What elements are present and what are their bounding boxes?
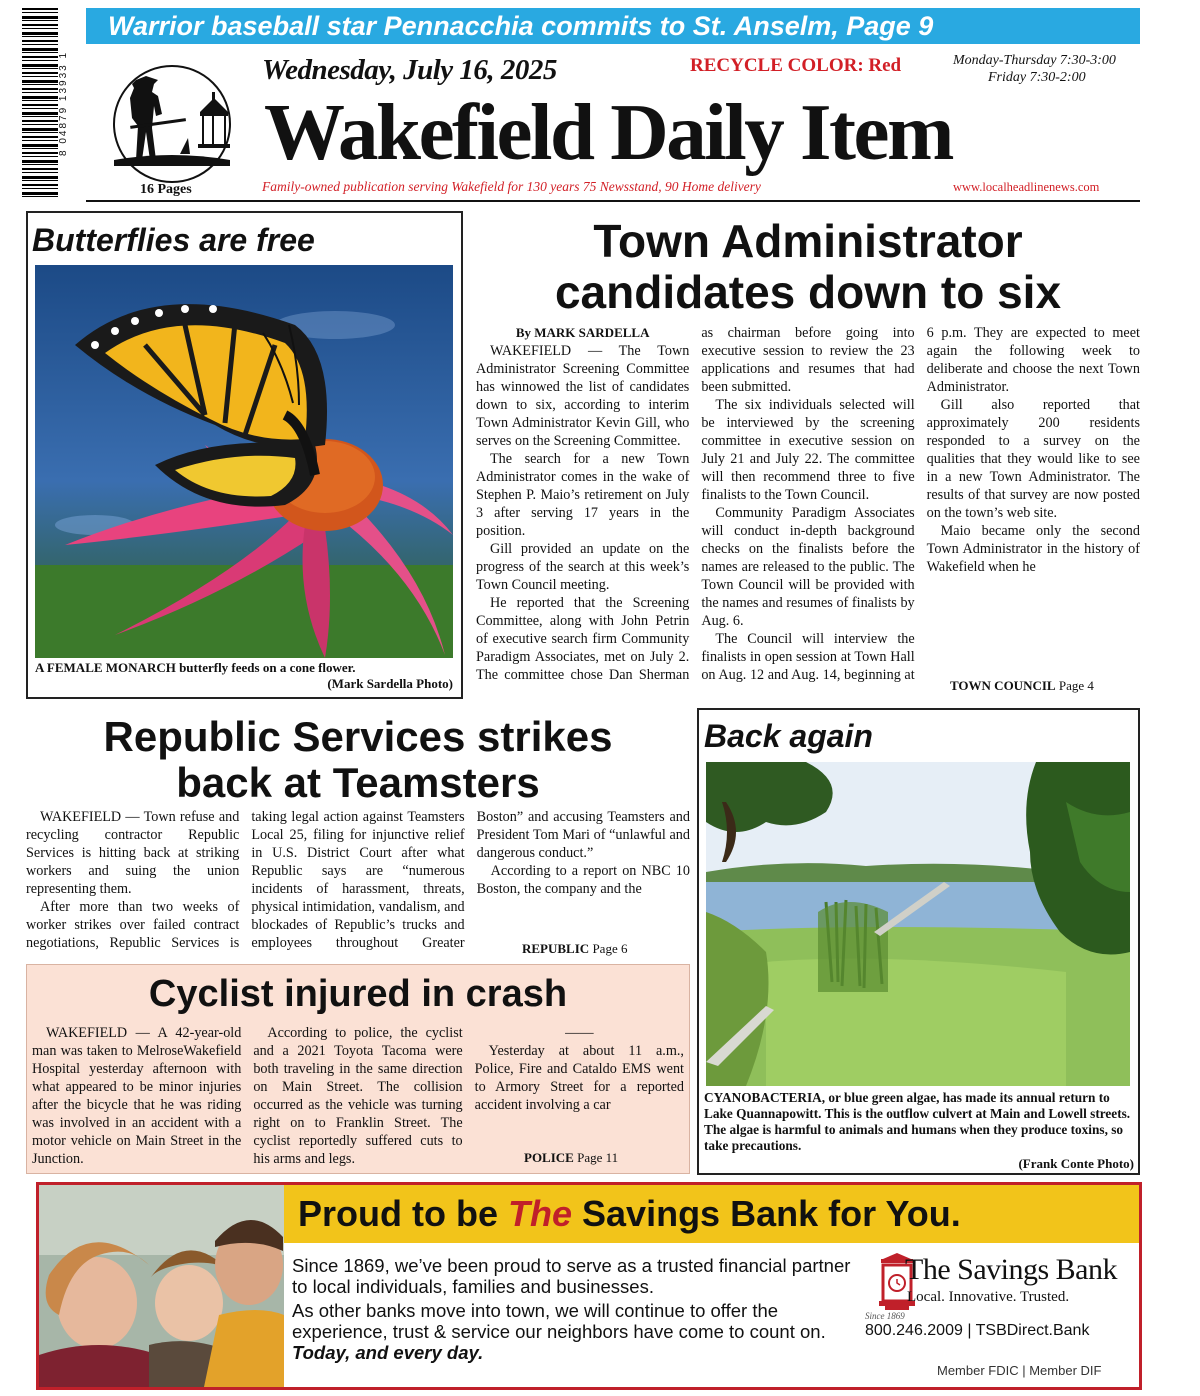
butterfly-photo[interactable] <box>35 265 453 658</box>
article-paragraph: After more than two weeks of worker strikes over failed contract negotiations, Republic Services is taking legal action against Teamsters Local 25, filing for injunctive relief in U.S. District Court after what Republic says are “numerous incidents of harassment, threats, physical intimidation, vandalism, and blockades of Republic’s trucks and employees throughout Greater Boston” and accusing Teamsters and President Tom Mari of “unlawful and dangerous conduct.” <box>26 809 690 951</box>
article-paragraph: Maio became only the second Town Administrator in the history of Wakefield when he <box>926 523 1140 575</box>
article-paragraph: The six individuals selected will be interviewed by the screening committee in executive session on July 21 and July 22. The committee will then recommend three to five finalists to the Town Council. <box>701 397 915 503</box>
jump-page: Page 6 <box>592 941 628 956</box>
bank-membership: Member FDIC | Member DIF <box>937 1363 1102 1378</box>
recycle-color: RECYCLE COLOR: Red <box>690 55 902 76</box>
back-again-caption: CYANOBACTERIA, or blue green algae, has made its annual return to Lake Quannapowitt. This is the outflow culvert at Main and Lowell streets. The algae is harmful to animals and humans when they produce toxins, so take precautions. <box>704 1090 1131 1153</box>
republic-body <box>26 808 690 952</box>
family-photo <box>39 1185 284 1387</box>
jump-page: Page 4 <box>1058 678 1094 693</box>
article-paragraph: According to a report on NBC 10 Boston, the company and the <box>476 863 690 897</box>
article-paragraph: The Council will interview the finalists in open session at Town Hall on Aug. 12 and Aug. 14, beginning at 6 p.m. They are expected to meet again the following week to deliberate and choose the next Town Administrator. <box>701 325 1140 683</box>
article-paragraph: The search for a new Town Administrator comes in the wake of Stephen P. Maio’s retirement on July 3 after serving 17 years in the position. <box>476 451 690 539</box>
town-admin-headline-line1: Town Administrator <box>593 215 1023 267</box>
bank-name: The Savings Bank <box>905 1253 1117 1286</box>
masthead-rule <box>86 200 1140 202</box>
article-paragraph: WAKEFIELD — A 42-year-old man was taken to MelroseWakefield Hospital yesterday afternoon with what appeared to be minor injuries after the bicycle that he was riding was involved in an accident with a motor vehicle on Main Street in the Junction. <box>32 1025 242 1167</box>
savings-bank-ad[interactable] <box>36 1182 1142 1390</box>
butterfly-heading: Butterflies are free <box>32 222 315 258</box>
masthead-logo <box>100 60 244 184</box>
republic-headline-line2: back at Teamsters <box>176 759 540 807</box>
article-paragraph: Gill provided an update on the progress of the search at this week’s Town Council meeting. <box>476 541 690 593</box>
office-hours-friday: Friday 7:30-2:00 <box>988 70 1086 85</box>
article-paragraph: Gill also reported that approximately 200 residents responded to a survey on the qualities that they would like to see in a new Town Administrator. The results of that survey are now posted on the town’s web site. <box>926 397 1140 521</box>
barcode-digits: 8 04879 13933 1 <box>58 50 69 156</box>
town-admin-headline[interactable] <box>476 216 1140 317</box>
republic-headline-line1: Republic Services strikes <box>103 713 613 760</box>
ad-header-pre: Proud to be <box>298 1193 508 1234</box>
article-paragraph: According to police, the cyclist and a 2021 Toyota Tacoma were both traveling in the same direction on Main Street. The collision occurred as the vehicle was turning right on to Franklin Street. The cyclist reportedly suffered cuts to his arms and legs. <box>253 1025 463 1167</box>
website-link[interactable]: www.localheadlinenews.com <box>953 180 1100 194</box>
ad-body-text-1: Since 1869, we’ve been proud to serve as a trusted financial partner to local individuals, families and businesses. <box>292 1255 851 1297</box>
ad-body-text-2-main: As other banks move into town, we will continue to offer the experience, trust & service our neighbors have come to count on. <box>292 1300 826 1342</box>
ad-body-text-2 <box>292 1300 852 1363</box>
bank-motto: Local. Innovative. Trusted. <box>907 1289 1070 1305</box>
butterfly-credit: (Mark Sardella Photo) <box>327 676 453 691</box>
cyclist-body <box>32 1024 684 1170</box>
office-hours-weekday: Monday-Thursday 7:30-3:00 <box>953 53 1116 68</box>
barcode-bars <box>22 8 58 198</box>
ad-header-the: The <box>508 1193 573 1234</box>
ad-body <box>292 1255 852 1366</box>
police-jump[interactable] <box>524 1150 618 1166</box>
article-paragraph: WAKEFIELD — The Town Administrator Screening Committee has winnowed the list of candidates down to six, according to interim Town Administrator Kevin Gill, who serves on the Screening Committee. <box>476 343 690 449</box>
bank-contact[interactable]: 800.246.2009 | TSBDirect.Bank <box>865 1322 1090 1339</box>
article-paragraph: Community Paradigm Associates will conduct in-depth background checks on the finalists before the names are released to the public. The Town Council will be provided with the names and resumes of finalists by Aug. 6. <box>701 505 915 629</box>
town-council-jump[interactable] <box>950 678 1094 694</box>
ad-body-text-2-emph: Today, and every day. <box>292 1342 484 1363</box>
issue-date: Wednesday, July 16, 2025 <box>262 54 557 86</box>
jump-page: Page 11 <box>577 1150 619 1165</box>
back-again-heading: Back again <box>704 718 873 754</box>
butterfly-caption: A FEMALE MONARCH butterfly feeds on a cone flower. <box>35 660 356 675</box>
town-admin-headline-line2: candidates down to six <box>554 265 1062 318</box>
article-paragraph: Yesterday at about 11 a.m., Police, Fire and Cataldo EMS went to Armory Street for a reported accident involving a car <box>474 1043 684 1113</box>
ad-header-post: Savings Bank for You. <box>572 1193 961 1234</box>
cyclist-headline[interactable]: Cyclist injured in crash <box>148 973 568 1015</box>
top-banner[interactable]: Warrior baseball star Pennacchia commits to St. Anselm, Page 9 <box>86 8 1140 44</box>
barcode <box>22 8 72 198</box>
byline: By MARK SARDELLA <box>515 325 650 340</box>
republic-headline[interactable] <box>26 714 690 806</box>
article-paragraph: WAKEFIELD — Town refuse and recycling contractor Republic Services is hitting back at striking workers and suing the union representing them. <box>26 809 240 897</box>
jump-label: TOWN COUNCIL <box>950 678 1056 693</box>
jump-label: REPUBLIC <box>522 941 590 956</box>
bank-since: Since 1869 <box>865 1311 905 1321</box>
lake-photo[interactable] <box>706 762 1130 1086</box>
page-count: 16 Pages <box>140 182 192 197</box>
back-again-credit: (Frank Conte Photo) <box>1018 1156 1134 1171</box>
article-paragraph: He reported that the Screening Committee, along with John Petrin of executive search firm Community Paradigm Associates, met on July 2. The committee chose Dan Sherman as chairman before going into executive session to review the 23 applications and resumes that had been submitted. <box>476 325 915 683</box>
separator: —— <box>565 1025 594 1041</box>
town-admin-body <box>476 324 1140 694</box>
republic-jump[interactable] <box>522 941 627 957</box>
newspaper-title: Wakefield Daily Item <box>264 87 952 177</box>
jump-label: POLICE <box>524 1150 574 1165</box>
ad-header <box>284 1185 1139 1243</box>
tagline: Family-owned publication serving Wakefield for 130 years 75 Newsstand, 90 Home delivery <box>262 179 761 194</box>
